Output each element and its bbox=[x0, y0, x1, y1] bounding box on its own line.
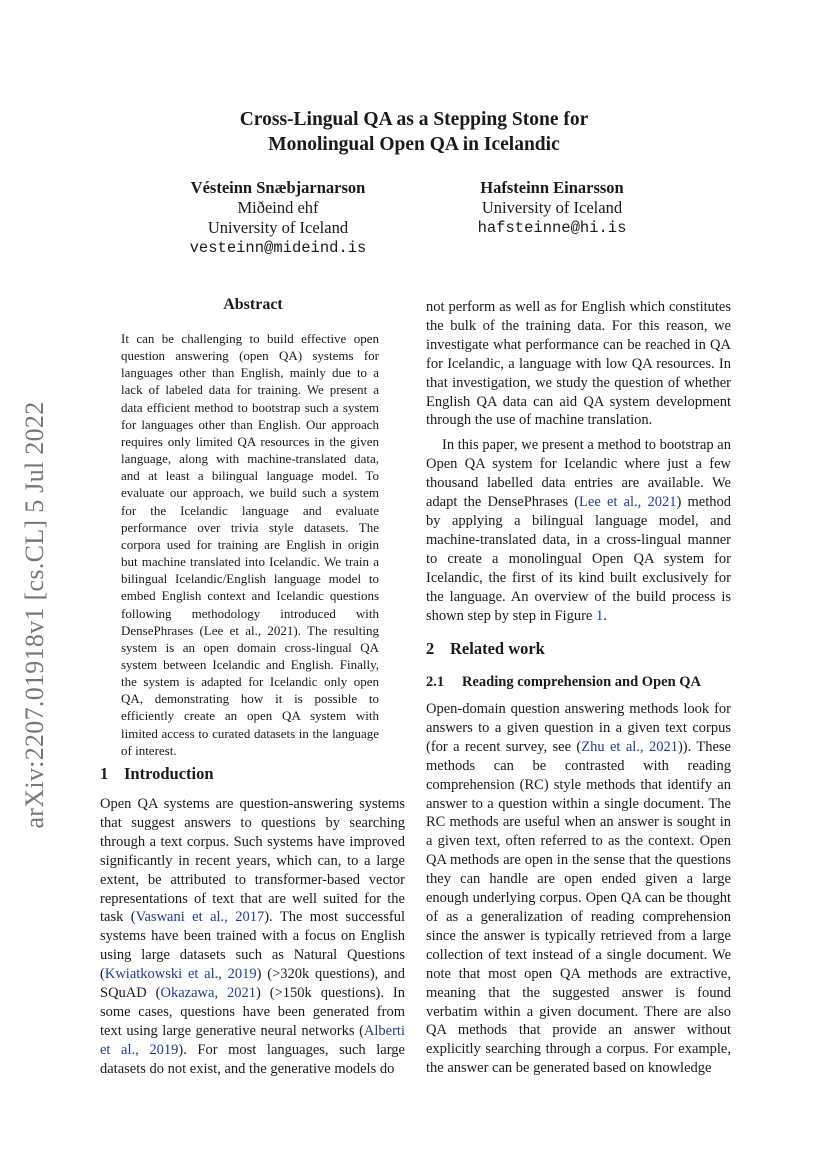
subsection-heading bbox=[426, 674, 701, 691]
author-email: hafsteinne@hi.is bbox=[477, 219, 627, 237]
author-affiliation: University of Iceland bbox=[207, 218, 349, 237]
section-number: 2 bbox=[426, 639, 435, 658]
paper-title bbox=[0, 107, 828, 157]
author-email: vesteinn@mideind.is bbox=[189, 239, 367, 257]
citation-link[interactable]: Lee et al., 2021 bbox=[579, 494, 677, 511]
intro-paragraph: Open QA systems are question-answering systems that suggest answers to questions by searching through a text corpus. Such systems have improved significantly in recent years, which can, to a large extent, be attributed to transformer-based vector representations of text that are well suited for the task (Vaswani et al., 2017). The most successful systems have been trained with a focus on English using large datasets such as Natural Questions (Kwiatkowski et al., 2019) (>320k questions), and SQuAD (Okazawa, 2021) (>150k questions). In some cases, questions have been generated from text using large generative neural networks (Alberti et al., 2019). For most languages, such large datasets do not exist, and the generative models do bbox=[100, 796, 406, 1077]
abstract-body bbox=[121, 330, 379, 759]
abstract-heading: Abstract bbox=[223, 296, 283, 313]
subsection-number: 2.1 bbox=[426, 674, 445, 690]
right-column-top bbox=[426, 298, 731, 625]
section-heading-related-work bbox=[426, 639, 545, 659]
arxiv-identifier: arXiv:2207.01918v1 [cs.CL] 5 Jul 2022 bbox=[20, 401, 49, 829]
author-name: Hafsteinn Einarsson bbox=[480, 178, 624, 197]
title-line-1: Cross-Lingual QA as a Stepping Stone for bbox=[239, 109, 589, 130]
citation-link[interactable]: Alberti et al., 2019 bbox=[100, 1022, 405, 1058]
author-block-1 bbox=[160, 178, 396, 258]
subsection-title: Reading comprehension and Open QA bbox=[462, 674, 702, 690]
citation-link[interactable]: Zhu et al., 2021 bbox=[581, 738, 678, 755]
citation-link[interactable]: Vaswani et al., 2017 bbox=[135, 909, 265, 926]
related-work-column bbox=[426, 700, 731, 1078]
related-work-paragraph: Open-domain question answering methods look for answers to a given question in a given text corpus (for a recent survey, see (Zhu et al., 2021)). These methods can be contrasted with reading comprehension (RC) style methods that identify an answer to a question within a single document. The RC methods are useful when an answer is sought in a given text, often referred to as the context. Open QA methods are open in the sense that the questions they can handle are open ended given a large enough underlying corpus. Open QA can be thought of as a generalization of reading comprehension since the answer is typically retrieved from a large collection of text instead of a single document. We note that most open QA methods are extractive, meaning that the suggested answer is found verbatim within a given document. There are also QA methods that provide an answer without explicitly searching through a corpus. For example, the answer can be generated based on knowledge bbox=[426, 701, 731, 1077]
title-line-2: Monolingual Open QA in Icelandic bbox=[268, 134, 560, 155]
author-affiliation: Miðeind ehf bbox=[237, 198, 319, 217]
abstract-text: It can be challenging to build effective open question answering (open QA) systems for languages other than English, mainly due to a lack of labeled data for training. We present a data efficient method to bootstrap such a system for languages other than English. Our approach requires only limited QA resources in the given language, along with machine-translated data, and at least a bilingual language model. To evaluate our approach, we build such a system for the Icelandic language and evaluate performance over trivia style datasets. The corpora used for training are English in origin but machine translated into Icelandic. We train a bilingual Icelandic/English language model to embed English context and Icelandic questions following methodology introduced with DensePhrases (Lee et al., 2021). The resulting system is an open domain cross-lingual QA system between Icelandic and English. Finally, the system is adapted for Icelandic only open QA, demonstrating how it is possible to efficiently create an open QA system with limited access to curated datasets in the language of interest. bbox=[121, 331, 379, 758]
intro-paragraph-continued: not perform as well as for English which constitutes the bulk of the training data. For this reason, we investigate what performance can be reached in QA for Icelandic, a language with low QA resources. In that investigation, we study the question of whether English QA data can aid QA system development through the use of machine translation. bbox=[426, 299, 731, 429]
intro-paragraph-2: In this paper, we present a method to bootstrap an Open QA system for Icelandic where just a few thousand labelled data entries are available. We adapt the DensePhrases (Lee et al., 2021) method by applying a bilingual language model, and machine-translated data, in a cross-lingual manner to create a monolingual Open QA system for Icelandic, the first of its kind built exclusively for the language. An overview of the build process is shown step by step in Figure 1. bbox=[426, 437, 731, 624]
citation-link[interactable]: Kwiatkowski et al., 2019 bbox=[104, 966, 257, 983]
section-heading-introduction bbox=[100, 764, 214, 784]
arxiv-sidebar bbox=[12, 380, 58, 850]
section-number: 1 bbox=[100, 764, 109, 783]
author-block-2 bbox=[452, 178, 652, 238]
author-affiliation: University of Iceland bbox=[481, 198, 623, 217]
section-title: Related work bbox=[450, 639, 545, 658]
intro-column bbox=[100, 795, 405, 1079]
section-title: Introduction bbox=[124, 764, 214, 783]
author-name: Vésteinn Snæbjarnarson bbox=[190, 178, 366, 197]
citation-link[interactable]: Okazawa, 2021 bbox=[160, 985, 257, 1002]
figure-reference-link[interactable]: 1 bbox=[595, 607, 604, 624]
